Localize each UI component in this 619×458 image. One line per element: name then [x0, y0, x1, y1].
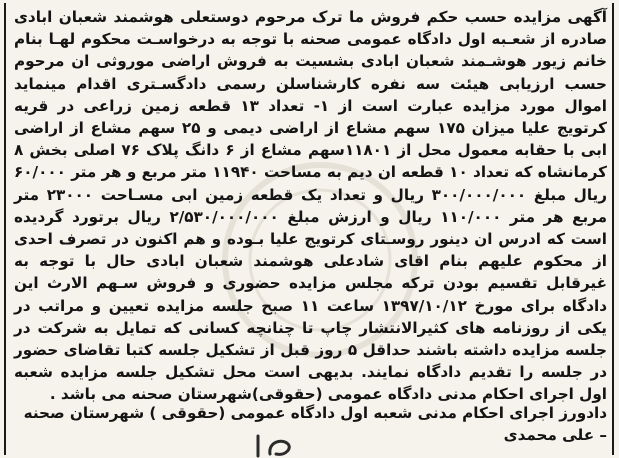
notice-signature: دادورز اجرای احکام مدنی شعبه اول دادگاه عمومی (حقوقی ) شهرستان صحنه – علی محمدی [23, 404, 607, 445]
handwritten-mark [252, 432, 298, 458]
auction-notice-body: آگهی مزایده حسب حکم فروش ما ترک مرحوم دوستعلی هوشمند شعبان ابادی صادره از شعـبه اول دادگاه عمومی صحنه با توجه به درخواسـت محکوم لهـا بنام خانم زیور هوشـمند شعبان ابادی بشسیت به فروش اراضی موروثی ان مرحوم حسب ارزیابی هیئت سه نفره کارشناسلن رسمی دادگسـتری اقدام مینماید اموال مورد مزایده عبارت است از ۱- تعداد ۱۳ قطعه زمین زراعی در قریه کرتویج علیا میزان ۱۷۵ سهم مشاع از اراضی دیمی و ۲۵ سهم مشاع از اراضی ابی با حقابه معمول محل از ۱۱۸۰۱سهم مشاع از ۶ دانگ پلاک ۷۶ اصلی بخش ۸ کرمانشاه که تعداد ۱۰ قطعه ان دیم به مساحت ۱۱۹۴۰ متر مربع و هر متر ۶۰/۰۰۰ ریال مبلغ ۳۰۰/۰۰۰/۰۰۰ ریال و تعداد یک قطعه زمین ابی مسـاحت ۲۳۰۰۰ متر مربع هر متر ۱۱۰/۰۰۰ ریال و ارزش مبلغ ۲/۵۳۰/۰۰۰/۰۰۰ ریال برتورد گردیده است که ادرس ان دینور روسـتای کرتویج علیا بـوده و هم اکنون در تصرف احدی از محکوم علیهم بنام اقای شادعلی هوشمند شعبان ابادی حال با توجه به غیرقابل تقسیم بودن ترکه مجلس مزایده حضوری و فروش سـهم الارث این دادگاه برای مورخ ۱۳۹۷/۱۰/۱۲ ساعت ۱۱ صبح جلسه مزایده تعیین و مراتب در یکی از روزنامه های کثیرالانتشار چاپ تا چنانچه کسانی که تمایل به شرکت در جلسه مزایده داشته باشند حداقل ۵ روز قبل از تشکیل جلسه کتبا تقاضای حضور در جلسه را تقدیم دادگاه نمایند. بدیهی است محل تشکیل جلسه مزایده شعبه اول اجرای احکام مدنی دادگاه عمومی (حقوقی)شهرستان صحنه می باشد . [14, 8, 608, 404]
